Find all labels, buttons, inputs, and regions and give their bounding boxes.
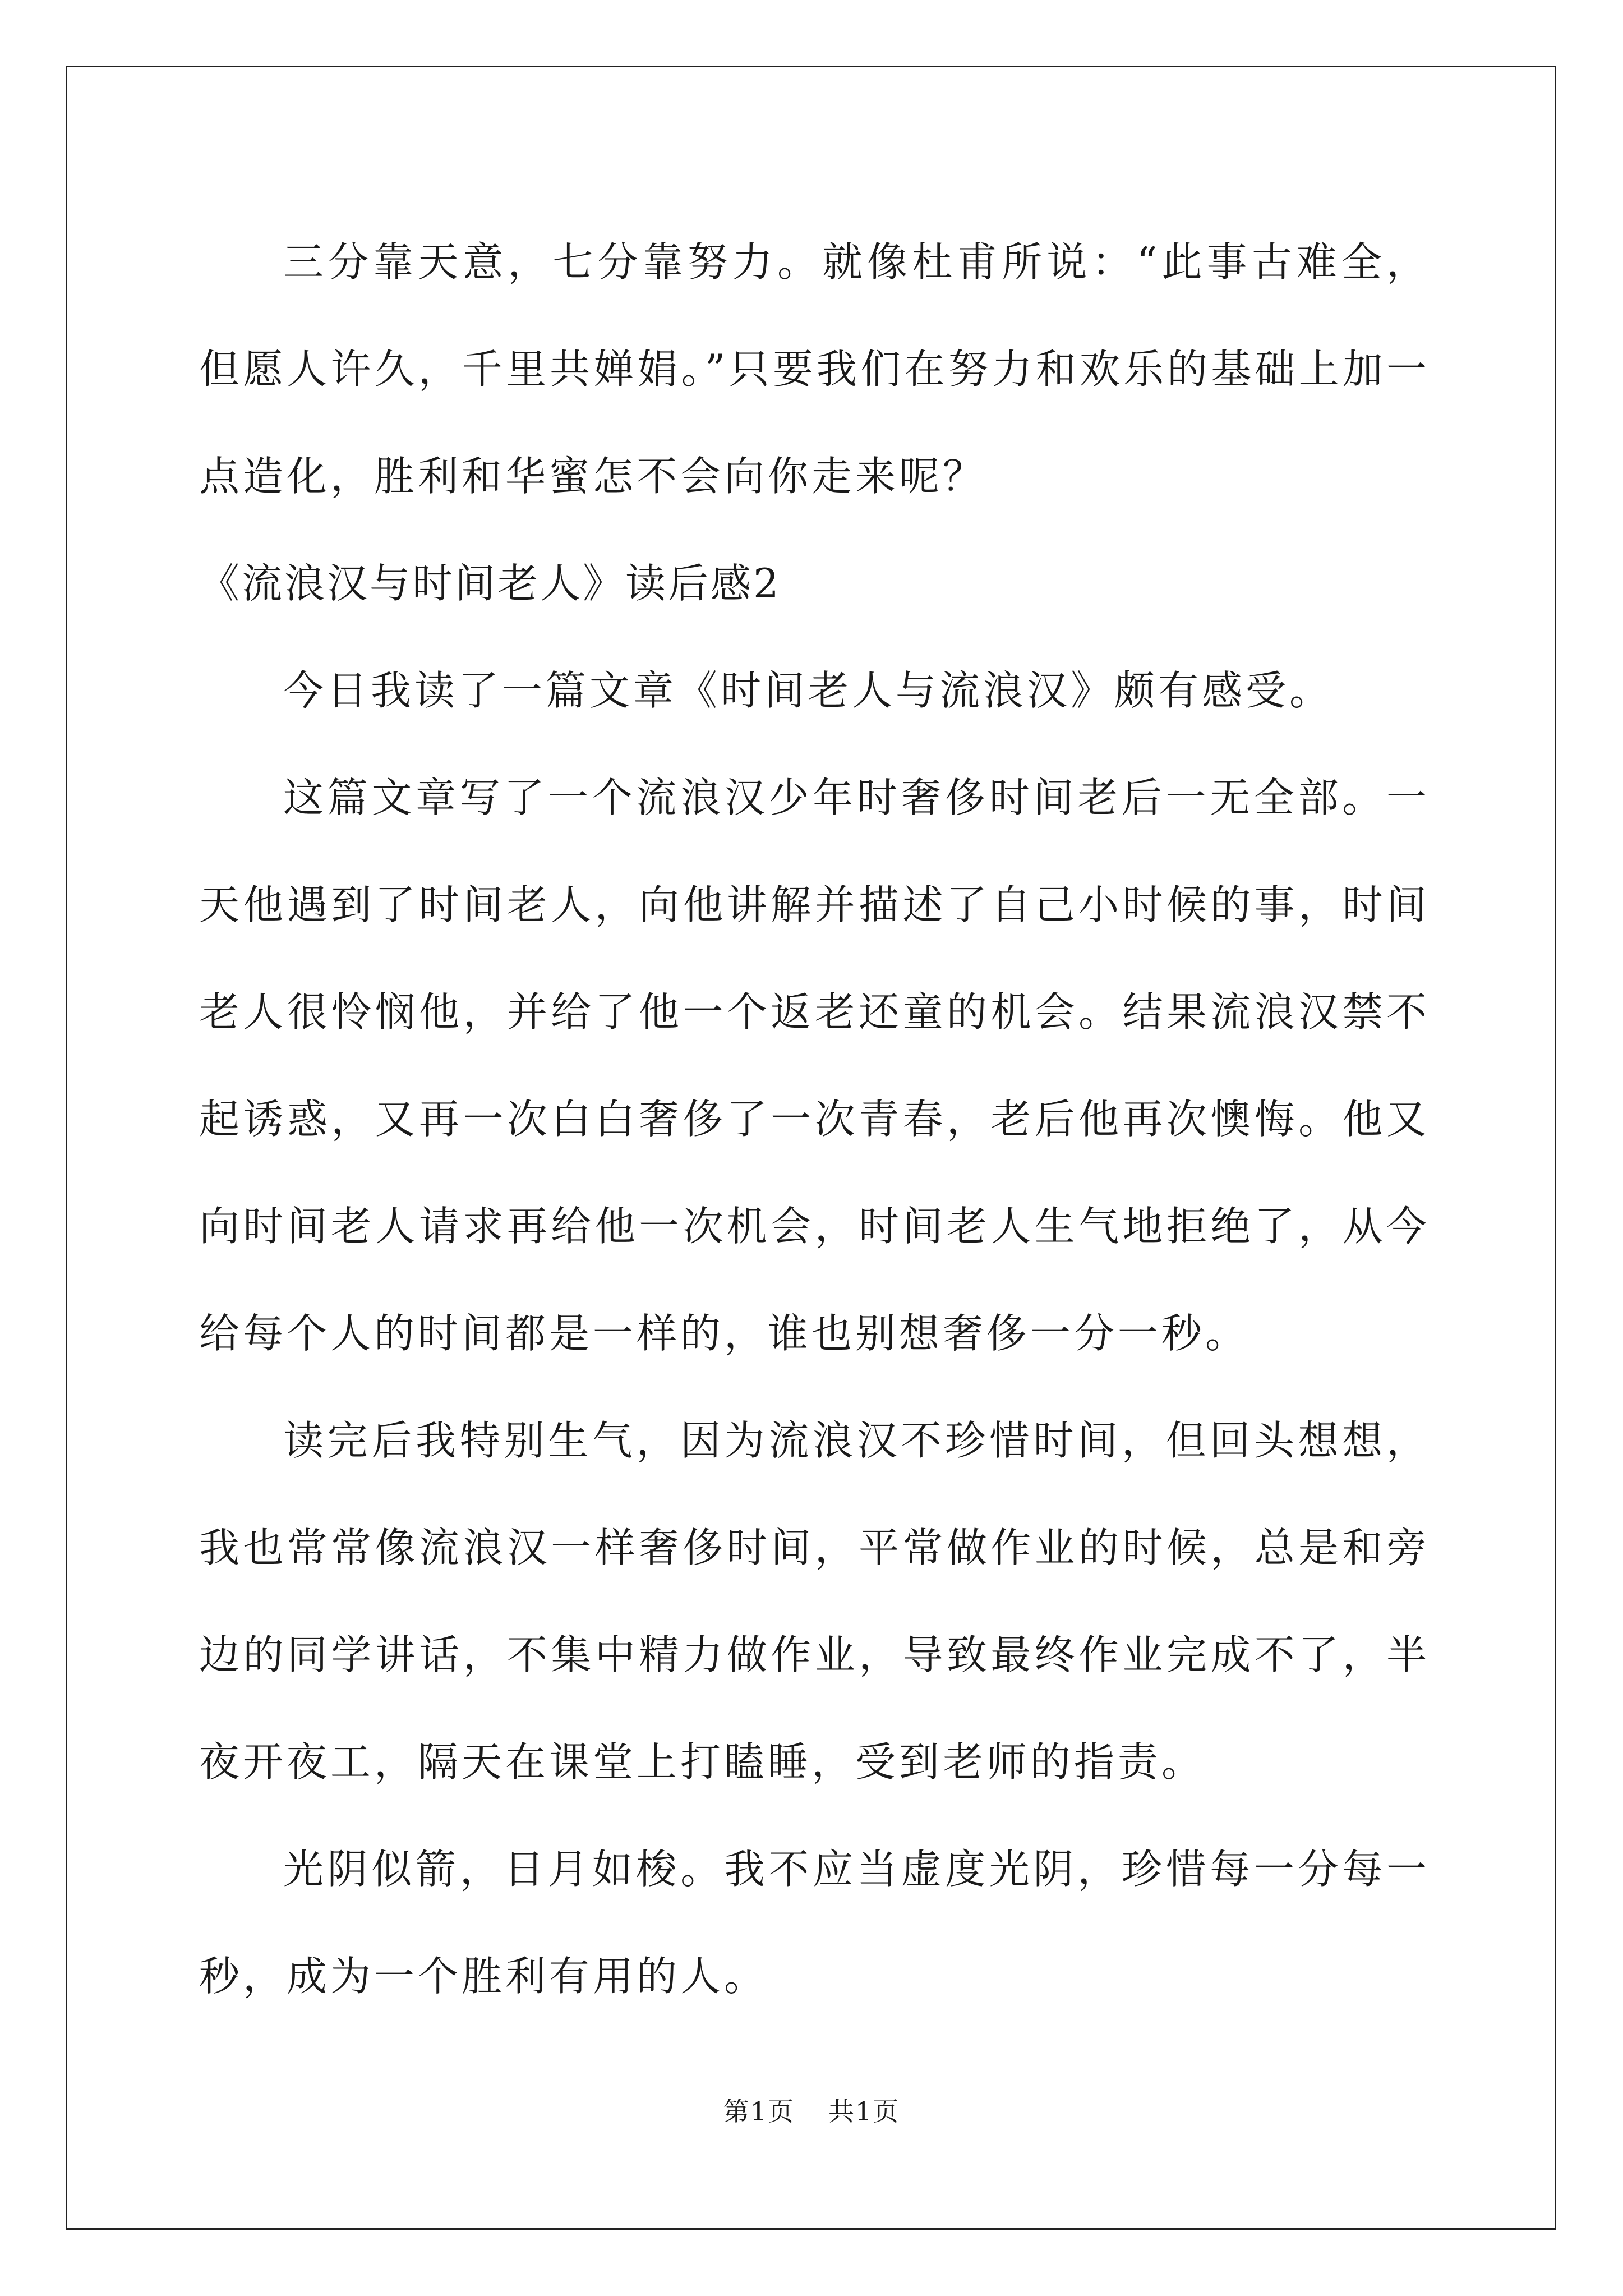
paragraph: 三分靠天意，七分靠努力。就像杜甫所说：“此事古难全，但愿人许久，千里共婵娟。”只要我们在努力和欢乐的基础上加一点造化，胜利和华蜜怎不会向你走来呢？ — [199, 238, 1430, 500]
page-total: 共1页 — [828, 2096, 900, 2127]
paragraph: 光阴似箭，日月如梭。我不应当虚度光阴，珍惜每一分每一秒，成为一个胜利有用的人。 — [199, 1846, 1430, 2000]
document-body — [199, 209, 1430, 2030]
paragraph: 今日我读了一篇文章《时间老人与流浪汉》颇有感受。 — [283, 667, 1334, 714]
paragraph: 这篇文章写了一个流浪汉少年时奢侈时间老后一无全部。一天他遇到了时间老人，向他讲解并描述了自己小时候的事，时间老人很怜悯他，并给了他一个返老还童的机会。结果流浪汉禁不起诱惑，又再一次白白奢侈了一次青春，老后他再次懊悔。他又向时间老人请求再给他一次机会，时间老人生气地拒绝了，从今给每个人的时间都是一样的，谁也别想奢侈一分一秒。 — [199, 774, 1430, 1357]
paragraph: 读完后我特别生气，因为流浪汉不珍惜时间，但回头想想，我也常常像流浪汉一样奢侈时间，平常做作业的时候，总是和旁边的同学讲话，不集中精力做作业，导致最终作业完成不了，半夜开夜工，隔天在课堂上打瞌睡，受到老师的指责。 — [199, 1417, 1430, 1786]
page-footer — [0, 2091, 1623, 2128]
page-number: 第1页 — [723, 2096, 795, 2127]
section-heading: 《流浪汉与时间老人》读后感2 — [199, 560, 781, 607]
